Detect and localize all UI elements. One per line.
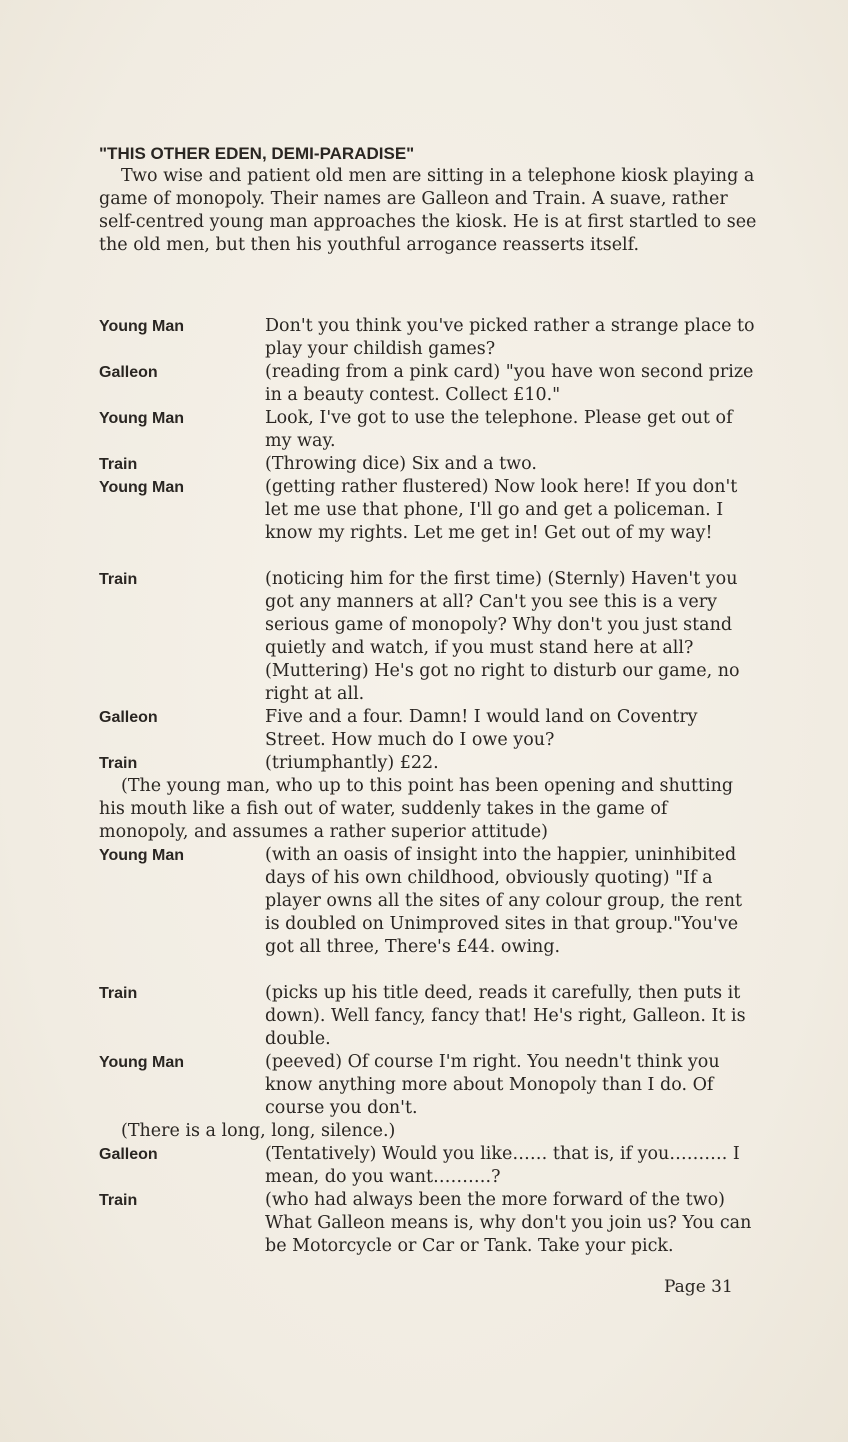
speaker-name: Galleon [99, 364, 158, 381]
speaker-name: Train [99, 456, 138, 473]
speaker-name: Galleon [99, 709, 158, 726]
dialogue-line [99, 1143, 759, 1189]
dialogue-line [99, 706, 759, 752]
speaker-name: Train [99, 755, 138, 772]
page-content [99, 143, 759, 1281]
speech-text: (Tentatively) Would you like…… that is, if you………. I mean, do you want……….? [265, 1144, 740, 1187]
speech-text: (peeved) Of course I'm right. You needn't think you know anything more about Monopoly than I do. Of course you don't. [265, 1052, 720, 1118]
speech-text: Don't you think you've picked rather a strange place to play your childish games? [265, 316, 755, 359]
speech-text: Five and a four. Damn! I would land on Coventry Street. How much do I owe you? [265, 707, 698, 750]
dialogue-line [99, 315, 759, 361]
dialogue-line [99, 844, 759, 982]
dialogue-line [99, 1051, 759, 1120]
speaker-name: Young Man [99, 410, 185, 427]
dialogue-line [99, 476, 759, 568]
dialogue-line [99, 1189, 759, 1281]
speech-text: (who had always been the more forward of the two) What Galleon means is, why don't you join us? You can be Motorcycle or Car or Tank. Take your pick. [265, 1190, 752, 1256]
dialogue-line [99, 982, 759, 1051]
speech-text: (with an oasis of insight into the happier, uninhibited days of his own childhood, obviously quoting) "If a player owns all the sites of any colour group, the rent is doubled on Unimproved sites in that group."You've got all three, There's £44. owing. [265, 845, 743, 957]
speech-text: (reading from a pink card) "you have won second prize in a beauty contest. Collect £10." [265, 362, 754, 405]
stage-direction: (The young man, who up to this point has been opening and shutting his mouth like a fish out of water, suddenly takes in the game of monopoly, and assumes a rather superior attitude) [99, 776, 734, 842]
dialogue-line [99, 407, 759, 453]
dialogue-line [99, 453, 759, 476]
speech-text: (triumphantly) £22. [265, 753, 439, 773]
speaker-name: Young Man [99, 1054, 185, 1071]
speaker-name: Young Man [99, 847, 185, 864]
speaker-name: Train [99, 571, 138, 588]
speaker-name: Train [99, 1192, 138, 1209]
dialogue-line [99, 752, 759, 775]
page-title: "THIS OTHER EDEN, DEMI-PARADISE" [99, 144, 415, 163]
speech-text: (Throwing dice) Six and a two. [265, 454, 537, 474]
speech-text: Look, I've got to use the telephone. Please get out of my way. [265, 408, 733, 451]
speech-text: (getting rather flustered) Now look here! If you don't let me use that phone, I'll go and get a policeman. I know my rights. Let me get in! Get out of my way! [265, 477, 738, 543]
speech-text: (noticing him for the first time) (Sternly) Haven't you got any manners at all? Can't you see this is a very serious game of monopoly? Why don't you just stand quietly and watch, if you must stand here at all? (Muttering) He's got no right to disturb our game, no right at all. [265, 569, 740, 704]
dialogue-line [99, 568, 759, 706]
speaker-name: Young Man [99, 479, 185, 496]
speaker-name: Galleon [99, 1146, 158, 1163]
speech-text: (picks up his title deed, reads it carefully, then puts it down). Well fancy, fancy that! He's right, Galleon. It is double. [265, 983, 746, 1049]
speaker-name: Young Man [99, 318, 185, 335]
page-number: Page 31 [664, 1277, 733, 1297]
stage-direction: (There is a long, long, silence.) [121, 1121, 396, 1141]
dialogue-line [99, 361, 759, 407]
speaker-name: Train [99, 985, 138, 1002]
intro-paragraph: Two wise and patient old men are sitting in a telephone kiosk playing a game of monopoly. Their names are Galleon and Train. A suave, rather self-centred young man approaches the kiosk. He is at first startled to see the old men, but then his youthful arrogance reasserts itself. [99, 166, 757, 255]
